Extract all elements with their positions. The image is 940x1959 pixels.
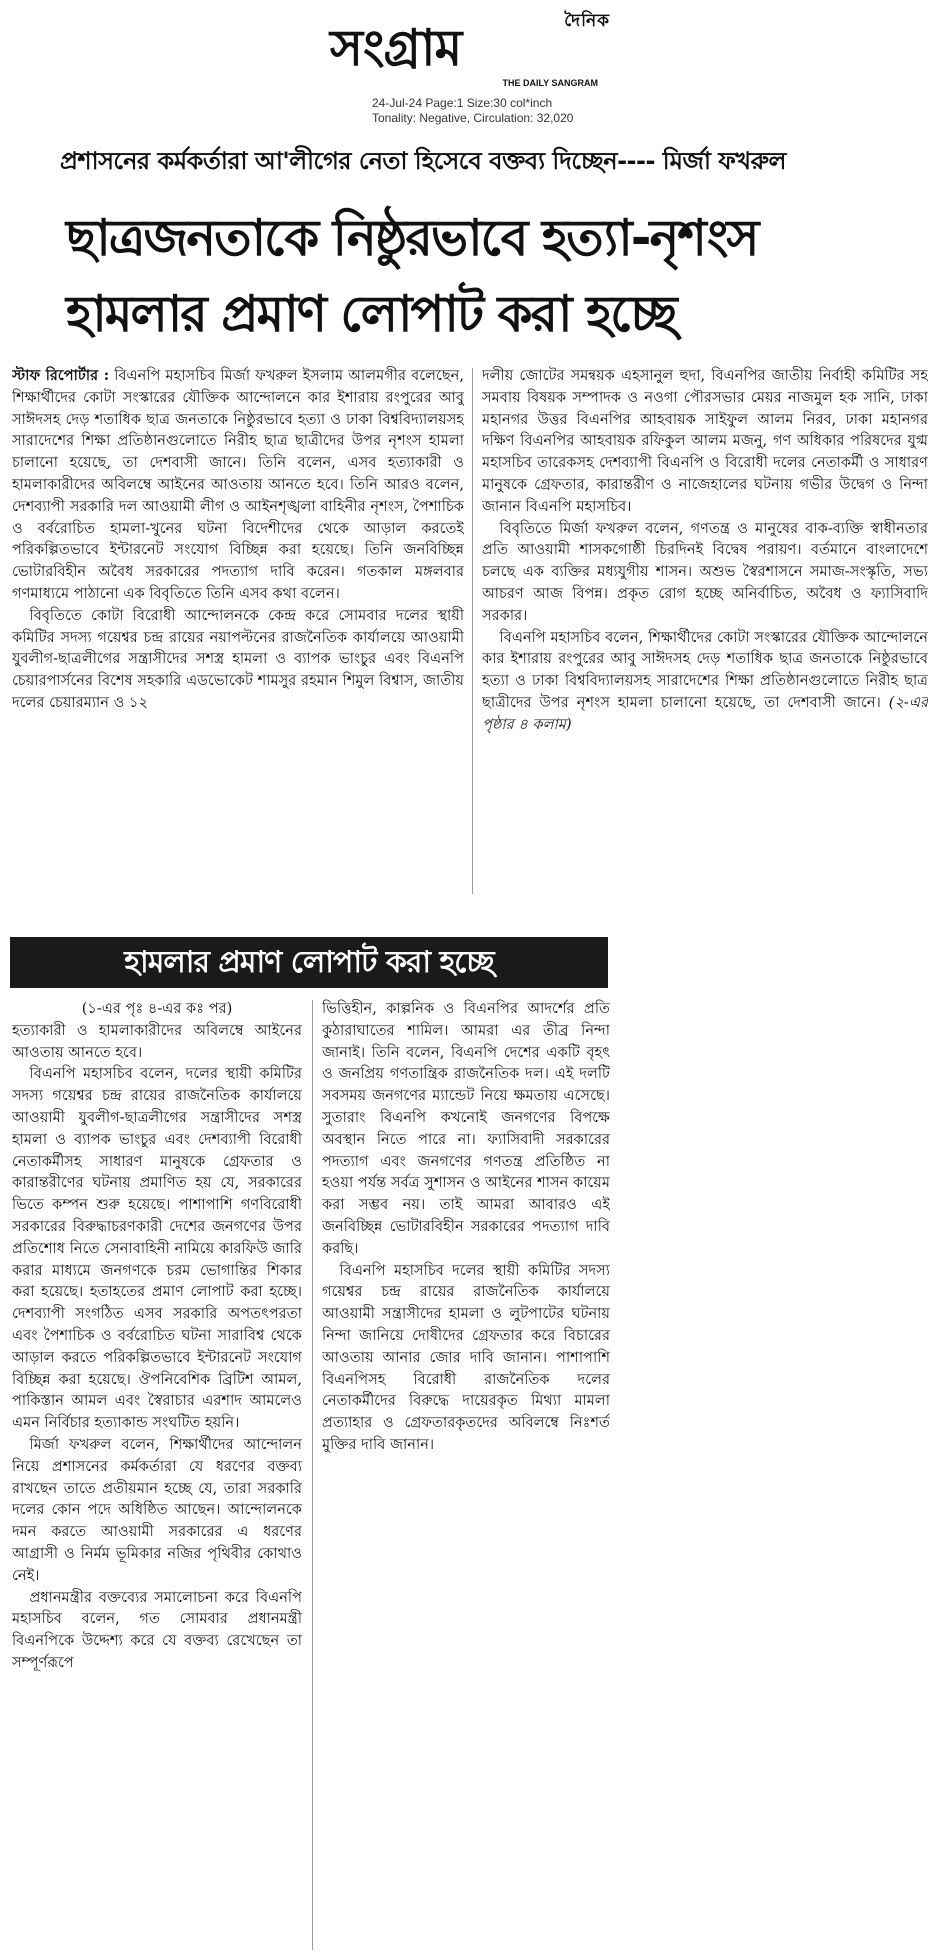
continuation-headline: হামলার প্রমাণ লোপাট করা হচ্ছে <box>10 937 608 988</box>
article-paragraph: বিএনপি মহাসচিব দলের স্থায়ী কমিটির সদস্য গয়েশ্বর চন্দ্র রায়ের রাজনৈতিক কার্যালয়ে আওয়ামী সন্ত্রাসীদের হামলা ও লুটপাটের ঘটনায় নিন্দা জানিয়ে দোষীদের গ্রেফতার করে বিচারের আওতায় আনার জোর দাবি জানান। পাশাপাশি বিএনপিসহ বিরোধী রাজনৈতিক দলের নেতাকর্মীদের বিরুদ্ধে দায়েরকৃত মিথ্যা মামলা প্রত্যাহার ও গ্রেফতারকৃতদের অবিলম্বে নিঃশর্ত মুক্তির দাবি জানান। <box>322 1261 610 1453</box>
continuation-column-1 <box>12 998 302 1953</box>
continuation-column-2 <box>322 998 610 1638</box>
article-paragraph: বিএনপি মহাসচিব বলেন, দলের স্থায়ী কমিটির সদস্য গয়েশ্বর চন্দ্র রায়ের রাজনৈতিক কার্যালয়ে আওয়ামী যুবলীগ-ছাত্রলীগের সন্ত্রাসীদের সশস্ত্র হামলা ও ব্যাপক ভাংচুর এবং দেশব্যাপী বিরোধী নেতাকর্মীসহ সাধারণ মানুষকে গ্রেফতার ও কারান্তরীণের ঘটনায় প্রমাণিত হয় যে, সরকারের ভিতে কম্পন শুরু হয়েছে। পাশাপাশি গণবিরোধী সরকারের বিরুদ্ধাচরণকারী দেশের জনগণের উপর প্রতিশোধ নিতে সেনাবাহিনী নামিয়ে কারফিউ জারি করার মাধ্যমে জনগণকে চরম ভোগান্তির শিকার করা হয়েছে। হতাহতের প্রমাণ লোপাট করা হচ্ছে। দেশব্যাপী সংগঠিত এসব সরকারি অপতৎপরতা এবং পৈশাচিক ও বর্বরোচিত ঘটনা সারাবিশ্ব থেকে আড়াল করতে পরিকল্পিতভাবে ইন্টারনেট সংযোগ বিচ্ছিন্ন করা হয়েছে। ঔপনিবেশিক ব্রিটিশ আমল, পাকিস্তান আমল এবং স্বৈরাচার এরশাদ আমলেও এমন নির্বিচার হত্যাকান্ড সংঘটিত হয়নি। <box>12 1065 302 1432</box>
meta-date-size: 24-Jul-24 Page:1 Size:30 col*inch <box>372 96 553 110</box>
main-headline <box>66 200 886 352</box>
newspaper-masthead <box>330 8 610 88</box>
column-divider <box>312 1000 313 1950</box>
masthead-dainik: দৈনিক <box>564 11 610 31</box>
jump-note: (২-এর পৃষ্ঠার ৪ কলাম) <box>482 693 928 733</box>
continued-from-note: (১-এর পৃঃ ৪-এর কঃ পর) <box>81 1000 233 1017</box>
article-column-2 <box>482 365 928 897</box>
article-column-1 <box>12 365 464 897</box>
article-paragraph: বিবৃতিতে মির্জা ফখরুল বলেন, গণতন্ত্র ও মানুষের বাক-ব্যক্তি স্বাধীনতার প্রতি আওয়ামী শাসকগোষ্ঠী চিরদিনই বিদ্বেষ পরায়ণ। বর্তমানে বাংলাদেশে চলছে এক ব্যক্তির মধ্যযুগীয় শাসন। অশুভ স্বৈরশাসনে সমাজ-সংস্কৃতি, সভ্য আচরণ আজ বিপন্ন। প্রকৃত রোগ হচ্ছে অনির্বাচিত, অবৈধ ও ফ্যাসিবাদি সরকার। <box>482 519 928 624</box>
masthead-english: THE DAILY SANGRAM <box>502 78 598 88</box>
article-paragraph: মির্জা ফখরুল বলেন, শিক্ষার্থীদের আন্দোলন নিয়ে প্রশাসনের কর্মকর্তারা যে ধরণের বক্তব্য রাখছেন তাতে প্রতীয়মান হচ্ছে যে, তারা সরকারি দলের কোন পদে অধিষ্ঠিত আছেন। আন্দোলনকে দমন করতে আওয়ামী সরকারের এ ধরণের আগ্রাসী ও নির্মম ভূমিকার নজির পৃথিবীর কোথাও নেই। <box>12 1435 302 1584</box>
clipping-meta <box>372 96 573 126</box>
article-paragraph: দলীয় জোটের সমন্বয়ক এহসানুল হুদা, বিএনপির জাতীয় নির্বাহী কমিটির সহ সমবায় বিষয়ক সম্পাদক ও নওগা পৌরসভার মেয়র নাজমুল হক সানি, ঢাকা মহানগর উত্তর বিএনপির আহবায়ক সাইফুল আলম নিরব, ঢাকা মহানগর দক্ষিণ বিএনপির আহবায়ক রফিকুল আলম মজনু, গণ অধিকার পরিষদের যুগ্ম মহাসচিব তারেকসহ দেশব্যাপী বিএনপি ও বিরোধী দলের নেতাকর্মী ও সাধারণ মানুষকে গ্রেফতার, কারান্তরীণ ও নাজেহালের ঘটনায় গভীর উদ্বেগ ও নিন্দা জানান বিএনপি মহাসচিব। <box>482 367 928 515</box>
kicker-headline: প্রশাসনের কর্মকর্তারা আ'লীগের নেতা হিসেবে বক্তব্য দিচ্ছেন---- মির্জা ফখরুল <box>60 147 786 175</box>
meta-tonality: Tonality: Negative, Circulation: 32,020 <box>372 111 574 125</box>
article-paragraph: ভিত্তিহীন, কাল্পনিক ও বিএনপির আদর্শের প্রতি কুঠারাঘাতের শামিল। আমরা এর তীব্র নিন্দা জানাই। তিনি বলেন, বিএনপি দেশের একটি বৃহৎ ও জনপ্রিয় গণতান্ত্রিক রাজনৈতিক দল। এই দলটি সবসময় জনগণের ম্যান্ডেট নিয়ে ক্ষমতায় এসেছে। সুতারাং বিএনপি কখনোই জনগণের বিপক্ষে অবস্থান নিতে পারে না। ফ্যাসিবাদী সরকারের পদত্যাগ এবং জনগণের গণতন্ত্র প্রতিষ্ঠিত না হওয়া পর্যন্ত সর্বত্র সুশাসন ও আইনের শাসন কায়েম করা সম্ভব নয়। তাই আমরা আবারও এই জনবিচ্ছিন্ন ভোটারবিহীন সরকারের পদত্যাগ দাবি করছি। <box>322 1000 610 1257</box>
article-paragraph <box>12 365 464 605</box>
masthead-logo: সংগ্রাম <box>330 19 462 77</box>
article-paragraph: হত্যাকারী ও হামলাকারীদের অবিলম্বে আইনের আওতায় আনতে হবে। <box>12 1021 302 1061</box>
column-divider <box>472 368 473 894</box>
headline-line-2: হামলার প্রমাণ লোপাট করা হচ্ছে <box>66 285 676 343</box>
article-paragraph: প্রধানমন্ত্রীর বক্তব্যের সমালোচনা করে বিএনপি মহাসচিব বলেন, গত সোমবার প্রধানমন্ত্রী বিএনপিকে উদ্দেশ্য করে যে বক্তব্য রেখেছেন তা সম্পূর্ণরূপে <box>12 1588 302 1671</box>
article-text: বিএনপি মহাসচিব বলেন, শিক্ষার্থীদের কোটা সংস্কারের যৌক্তিক আন্দোলনে কার ইশারায় রংপুরের আবু সাঈদসহ দেড় শতাধিক ছাত্র জনতাকে নিষ্ঠুরভাবে হত্যা ও ঢাকা বিশ্ববিদ্যালয়সহ সারাদেশের শিক্ষা প্রতিষ্ঠানগুলোতে নিরীহ ছাত্র ছাত্রীদের উপর নৃশংস হামলা চালানো হয়েছে, তা দেশবাসী জানে। <box>482 628 928 711</box>
article-text: বিএনপি মহাসচিব মির্জা ফখরুল ইসলাম আলমগীর বলেছেন, শিক্ষার্থীদের কোটা সংস্কারের যৌক্তিক আন্দোলনে কার ইশারায় রংপুরের আবু সাঈদসহ দেড় শতাধিক ছাত্র জনতাকে নিষ্ঠুরভাবে হত্যা ও ঢাকা বিশ্ববিদ্যালয়সহ সারাদেশের শিক্ষা প্রতিষ্ঠানগুলোতে নিরীহ ছাত্র ছাত্রীদের উপর নৃশংস হামলা চালানো হয়েছে, তা দেশবাসী জানে। তিনি বলেন, এসব হত্যাকারী ও হামলাকারীদের অবিলম্বে আইনের আওতায় আনতে হবে। তিনি আরও বলেন, দেশব্যাপী সরকারি দল আওয়ামী লীগ ও আইনশৃঙ্খলা বাহিনীর নৃশংস, পৈশাচিক ও বর্বরোচিত হামলা-খুনের ঘটনা বিদেশীদের থেকে আড়াল করতেই পরিকল্পিতভাবে ইন্টারনেট সংযোগ বিচ্ছিন্ন করা হয়েছে। তিনি জনবিচ্ছিন্ন ভোটারবিহীন অবৈধ সরকারের পদত্যাগ দাবি করেন। গতকাল মঙ্গলবার গণমাধ্যমে পাঠানো এক বিবৃতিতে তিনি এসব কথা বলেন। <box>12 367 464 602</box>
article-paragraph: বিবৃতিতে কোটা বিরোধী আন্দোলনকে কেন্দ্র করে সোমবার দলের স্থায়ী কমিটির সদস্য গয়েশ্বর চন্দ্র রায়ের নয়াপল্টনের রাজনৈতিক কার্যালয়ে আওয়ামী যুবলীগ-ছাত্রলীগের সন্ত্রাসীদের সশস্ত্র হামলা ও ব্যাপক ভাংচুর এবং বিএনপি চেয়ারপার্সনের বিশেষ সহকারি এডভোকেট শামসুর রহমান শিমুল বিশ্বাস, জাতীয় দলের চেয়ারম্যান ও ১২ <box>12 606 464 711</box>
article-paragraph <box>482 627 928 736</box>
byline: স্টাফ রিপোর্টার : <box>12 367 110 384</box>
headline-line-1: ছাত্রজনতাকে নিষ্ঠুরভাবে হত্যা-নৃশংস <box>66 209 758 267</box>
